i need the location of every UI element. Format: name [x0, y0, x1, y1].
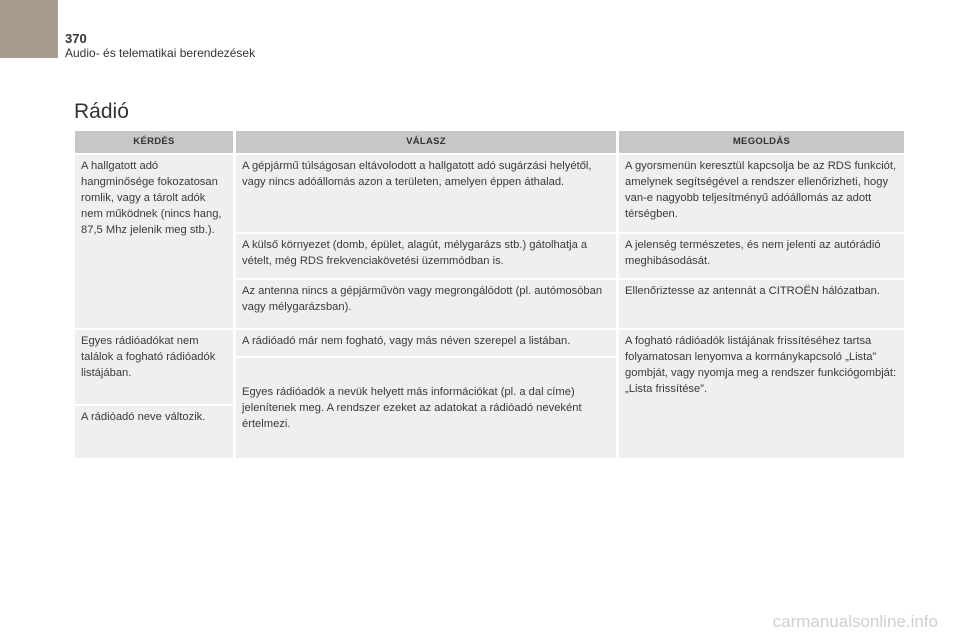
page-number: 370 — [65, 31, 87, 46]
column-header-answer: VÁLASZ — [236, 131, 616, 153]
faq-table — [75, 131, 904, 447]
solution-cell: A jelenség természetes, és nem jelenti az autórádió meghibásodását. — [619, 234, 904, 278]
answer-cell: Egyes rádióadók a nevük helyett más információkat (pl. a dal címe) jelenítenek meg. A rendszer ezeket az adatokat a rádióadó neveként értelmezi. — [236, 358, 616, 458]
corner-tab — [0, 0, 58, 58]
question-cell: Egyes rádióadókat nem találok a fogható rádióadók listájában. — [75, 330, 233, 404]
column-header-question: KÉRDÉS — [75, 131, 233, 153]
page-title: Rádió — [74, 100, 129, 123]
question-cell: A rádióadó neve változik. — [75, 406, 233, 458]
question-cell: A hallgatott adó hangminősége fokozatosan romlik, vagy a tárolt adók nem működnek (nincs hang, 87,5 Mhz jelenik meg stb.). — [75, 155, 233, 328]
solution-cell: Ellenőriztesse az antennát a CITROËN hálózatban. — [619, 280, 904, 328]
watermark: carmanualsonline.info — [772, 612, 938, 631]
answer-cell: A külső környezet (domb, épület, alagút, mélygarázs stb.) gátolhatja a vételt, még RDS frekvenciakövetési üzemmódban is. — [236, 234, 616, 278]
section-title: Audio- és telematikai berendezések — [65, 46, 256, 60]
answer-cell: A rádióadó már nem fogható, vagy más néven szerepel a listában. — [236, 330, 616, 356]
solution-cell: A gyorsmenün keresztül kapcsolja be az RDS funkciót, amelynek segítségével a rendszer ellenőrizheti, hogy van-e nagyobb teljesítményű adóállomás az adott térségben. — [619, 155, 904, 232]
column-header-solution: MEGOLDÁS — [619, 131, 904, 153]
answer-cell: A gépjármű túlságosan eltávolodott a hallgatott adó sugárzási helyétől, vagy nincs adóállomás azon a területen, amelyen éppen áthalad. — [236, 155, 616, 232]
answer-cell: Az antenna nincs a gépjárművön vagy megrongálódott (pl. autómosóban vagy mélygarázsban). — [236, 280, 616, 328]
solution-cell: A fogható rádióadók listájának frissítéséhez tartsa folyamatosan lenyomva a kormánykapcsoló „Lista” gombját, vagy nyomja meg a rendszer funkciógombját: „Lista frissítése”. — [619, 330, 904, 458]
